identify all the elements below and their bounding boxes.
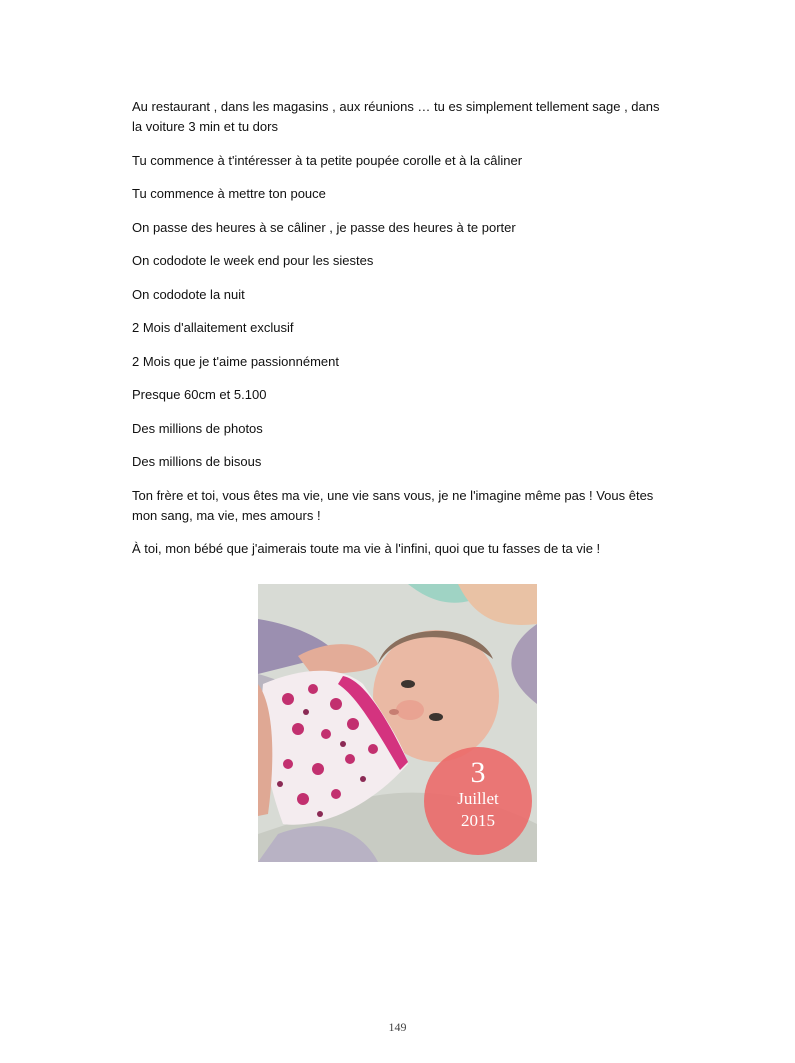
paragraph: Tu commence à mettre ton pouce xyxy=(132,186,326,201)
badge-year: 2015 xyxy=(461,811,495,830)
paragraph: On passe des heures à se câliner , je passe des heures à te porter xyxy=(132,219,516,235)
page-number: 149 xyxy=(388,1020,407,1034)
paragraph: Presque 60cm et 5.100 xyxy=(132,387,267,402)
paragraph: Tu commence à t'intéresser à ta petite poupée corolle et à la câliner xyxy=(132,152,523,168)
paragraph: 2 Mois d'allaitement exclusif xyxy=(132,320,294,335)
paragraph: Des millions de photos xyxy=(132,420,263,436)
badge-day: 3 xyxy=(470,756,486,789)
paragraph: Ton frère et toi, vous êtes ma vie, une vie sans vous, je ne l'imagine même pas ! Vous êtes mon sang, ma vie, mes amours ! xyxy=(132,487,654,523)
paragraph: 2 Mois que je t'aime passionnément xyxy=(132,353,339,369)
paragraph: On cododote la nuit xyxy=(132,286,245,302)
paragraph: Au restaurant , dans les magasins , aux réunions … tu es simplement tellement sage , dans la voiture 3 min et tu dors xyxy=(132,99,660,134)
badge-month: Juillet xyxy=(457,789,499,808)
body-text xyxy=(132,97,672,573)
paragraph: Des millions de bisous xyxy=(132,454,262,469)
paragraph: On cododote le week end pour les siestes xyxy=(132,253,374,268)
paragraph: À toi, mon bébé que j'aimerais toute ma vie à l'infini, quoi que tu fasses de ta vie ! xyxy=(132,541,601,556)
baby-photo xyxy=(258,584,537,862)
date-badge xyxy=(424,747,532,855)
